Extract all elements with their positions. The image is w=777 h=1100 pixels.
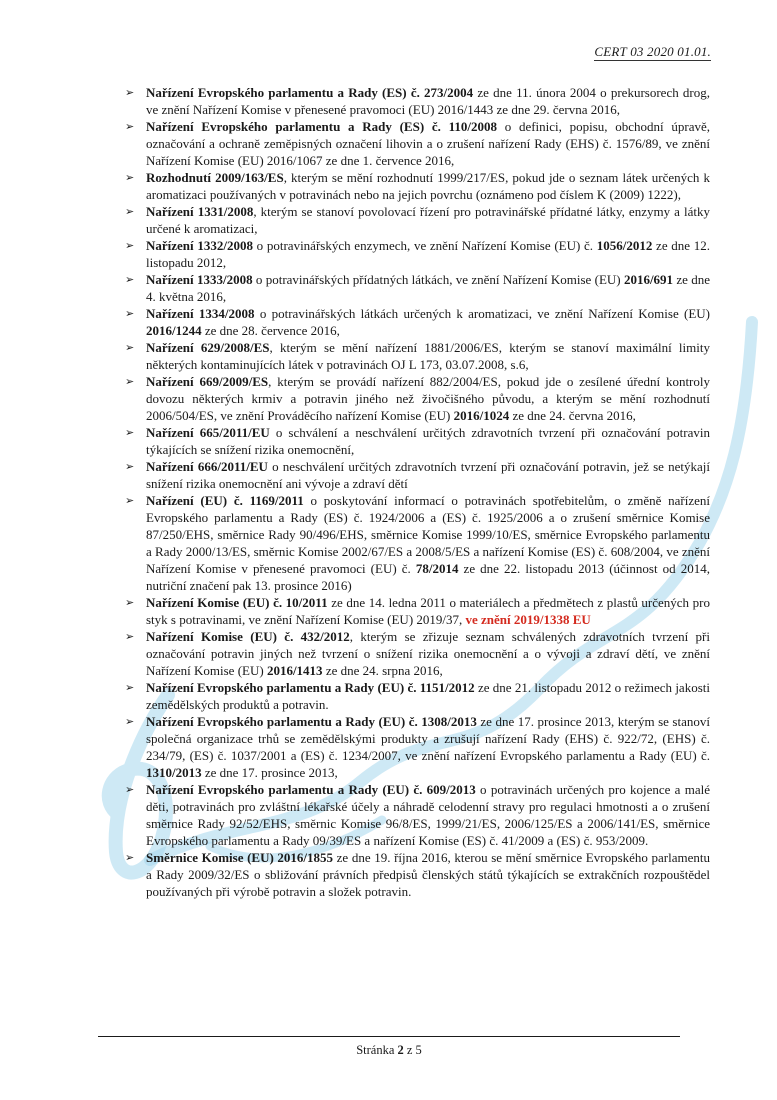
arrow-bullet-icon: ➢ <box>125 852 135 864</box>
arrow-bullet-icon: ➢ <box>125 461 135 473</box>
arrow-bullet-icon: ➢ <box>125 495 135 507</box>
arrow-bullet-icon: ➢ <box>125 631 135 643</box>
list-item <box>125 84 710 118</box>
list-item <box>125 594 710 628</box>
regulation-list <box>125 84 710 900</box>
document-header <box>0 0 777 60</box>
header-code: CERT 03 2020 01.01. <box>594 44 711 59</box>
list-item <box>125 679 710 713</box>
list-item-text: Nařízení 669/2009/ES, kterým se provádí nařízení 882/2004/ES, pokud jde o zesílené úřední kontroly dovozu některých krmiv a potravin jiného než živočišného původu, a kterým se mění rozhodnutí 2006/504/ES, ve znění Prováděcího nařízení Komise (EU) 2016/1024 ze dne 24. června 2016, <box>146 374 710 423</box>
list-item-text: Nařízení 1334/2008 o potravinářských látkách určených k aromatizaci, ve znění Nařízení Komise (EU) 2016/1244 ze dne 28. července 2016, <box>146 306 710 338</box>
page-footer <box>98 1036 680 1058</box>
list-item <box>125 492 710 594</box>
list-item <box>125 424 710 458</box>
list-item <box>125 305 710 339</box>
list-item-text: Nařízení 1331/2008, kterým se stanoví povolovací řízení pro potravinářské přídatné látky, enzymy a látky určené k aromatizaci, <box>146 204 710 236</box>
list-item-text: Nařízení 666/2011/EU o neschválení určitých zdravotních tvrzení při označování potravin, jež se netýkají snížení rizika onemocnění ani vývoje a zdraví dětí <box>146 459 711 491</box>
list-item <box>125 781 710 849</box>
arrow-bullet-icon: ➢ <box>125 87 135 99</box>
arrow-bullet-icon: ➢ <box>125 172 135 184</box>
arrow-bullet-icon: ➢ <box>125 784 135 796</box>
arrow-bullet-icon: ➢ <box>125 682 135 694</box>
list-item-text: Nařízení (EU) č. 1169/2011 o poskytování informací o potravinách spotřebitelům, o změně nařízení Evropského parlamentu a Rady (ES) č. 1924/2006 a (ES) č. 1925/2006 a o zrušení směrnice Komise 87/250/EHS, směrnice Rady 90/496/EHS, směrnice Komise 1999/10/ES, směrnice Evropského parlamentu a Rady 2000/13/ES, směrnic Komise 2002/67/ES a 2008/5/ES a nařízení Komise (ES) č. 608/2004, ve znění Nařízení Komise v přenesené pravomoci (EU) č. 78/2014 ze dne 22. listopadu 2013 (účinnost od 2014, nutriční značení pak 13. prosince 2016) <box>146 493 710 593</box>
list-item <box>125 339 710 373</box>
page-number: Stránka 2 z 5 <box>356 1043 422 1057</box>
list-item <box>125 458 710 492</box>
list-item-text: Rozhodnutí 2009/163/ES, kterým se mění rozhodnutí 1999/217/ES, pokud jde o seznam látek určených k aromatizaci používaných v potravinách nebo na jejich povrchu (oznámeno pod číslem K (2009) 1222), <box>146 170 710 202</box>
arrow-bullet-icon: ➢ <box>125 121 135 133</box>
list-item-text: Nařízení Evropského parlamentu a Rady (ES) č. 110/2008 o definici, popisu, obchodní úpravě, označování a ochraně zeměpisných označení lihovin a o zrušení nařízení Rady (EHS) č. 1576/89, ve znění Nařízení Komise (EU) 2016/1067 ze dne 1. července 2016, <box>146 119 710 168</box>
list-item <box>125 849 710 900</box>
list-item <box>125 271 710 305</box>
list-item <box>125 373 710 424</box>
list-item <box>125 628 710 679</box>
list-item-text: Nařízení Komise (EU) č. 432/2012, kterým se zřizuje seznam schválených zdravotních tvrzení při označování potravin jiných než tvrzení o snížení rizika onemocnění a o vývoji a zdraví dětí, ve znění Nařízení Komise (EU) 2016/1413 ze dne 24. srpna 2016, <box>146 629 710 678</box>
list-item-text: Nařízení 1333/2008 o potravinářských přídatných látkách, ve znění Nařízení Komise (EU) 2016/691 ze dne 4. května 2016, <box>146 272 710 304</box>
arrow-bullet-icon: ➢ <box>125 716 135 728</box>
list-item <box>125 713 710 781</box>
list-item-text: Nařízení Evropského parlamentu a Rady (EU) č. 1308/2013 ze dne 17. prosince 2013, kterým se stanoví společná organizace trhů se zemědělskými produkty a zrušují nařízení Rady (EHS) č. 922/72, (EHS) č. 234/79, (ES) č. 1037/2001 a (ES) č. 1234/2007, ve znění nařízení Evropského parlamentu a Rady (EU) č. 1310/2013 ze dne 17. prosince 2013, <box>146 714 710 780</box>
arrow-bullet-icon: ➢ <box>125 427 135 439</box>
list-item <box>125 237 710 271</box>
list-item-text: Nařízení Evropského parlamentu a Rady (ES) č. 273/2004 ze dne 11. února 2004 o prekursorech drog, ve znění Nařízení Komise v přenesené pravomoci (EU) 2016/1443 ze dne 29. června 2016, <box>146 85 710 117</box>
arrow-bullet-icon: ➢ <box>125 240 135 252</box>
arrow-bullet-icon: ➢ <box>125 597 135 609</box>
arrow-bullet-icon: ➢ <box>125 342 135 354</box>
list-item <box>125 169 710 203</box>
list-item-text: Nařízení Evropského parlamentu a Rady (EU) č. 1151/2012 ze dne 21. listopadu 2012 o režimech jakosti zemědělských produktů a potravin. <box>146 680 710 712</box>
list-item <box>125 203 710 237</box>
arrow-bullet-icon: ➢ <box>125 206 135 218</box>
list-item-text: Nařízení Evropského parlamentu a Rady (EU) č. 609/2013 o potravinách určených pro kojence a malé děti, potravinách pro zvláštní lékařské účely a náhradě celodenní stravy pro regulaci hmotnosti a o zrušení směrnice Rady 92/52/EHS, směrnic Komise 96/8/ES, 1999/21/ES, 2006/125/ES a 2006/141/ES, směrnice Evropského parlamentu a Rady 09/39/ES a nařízení Komise (ES) č. 41/2009 a (ES) č. 953/2009. <box>146 782 710 848</box>
arrow-bullet-icon: ➢ <box>125 308 135 320</box>
list-item-text: Nařízení Komise (EU) č. 10/2011 ze dne 14. ledna 2011 o materiálech a předmětech z plastů určených pro styk s potravinami, ve znění Nařízení Komise (EU) 2019/37, ve znění 2019/1338 EU <box>146 595 710 627</box>
list-item-text: Směrnice Komise (EU) 2016/1855 ze dne 19. října 2016, kterou se mění směrnice Evropského parlamentu a Rady 2009/32/ES o sbližování právních předpisů členských států týkajících se extrakčních rozpouštědel používaných při výrobě potravin a složek potravin. <box>146 850 710 899</box>
arrow-bullet-icon: ➢ <box>125 376 135 388</box>
list-item-text: Nařízení 1332/2008 o potravinářských enzymech, ve znění Nařízení Komise (EU) č. 1056/2012 ze dne 12. listopadu 2012, <box>146 238 711 270</box>
list-item-text: Nařízení 665/2011/EU o schválení a neschválení určitých zdravotních tvrzení při označování potravin týkajících se snížení rizika onemocnění, <box>146 425 711 457</box>
list-item <box>125 118 710 169</box>
list-item-text: Nařízení 629/2008/ES, kterým se mění nařízení 1881/2006/ES, kterým se stanoví maximální limity některých kontaminujících látek v potravinách OJ L 173, 03.07.2008, s.6, <box>146 340 710 372</box>
arrow-bullet-icon: ➢ <box>125 274 135 286</box>
